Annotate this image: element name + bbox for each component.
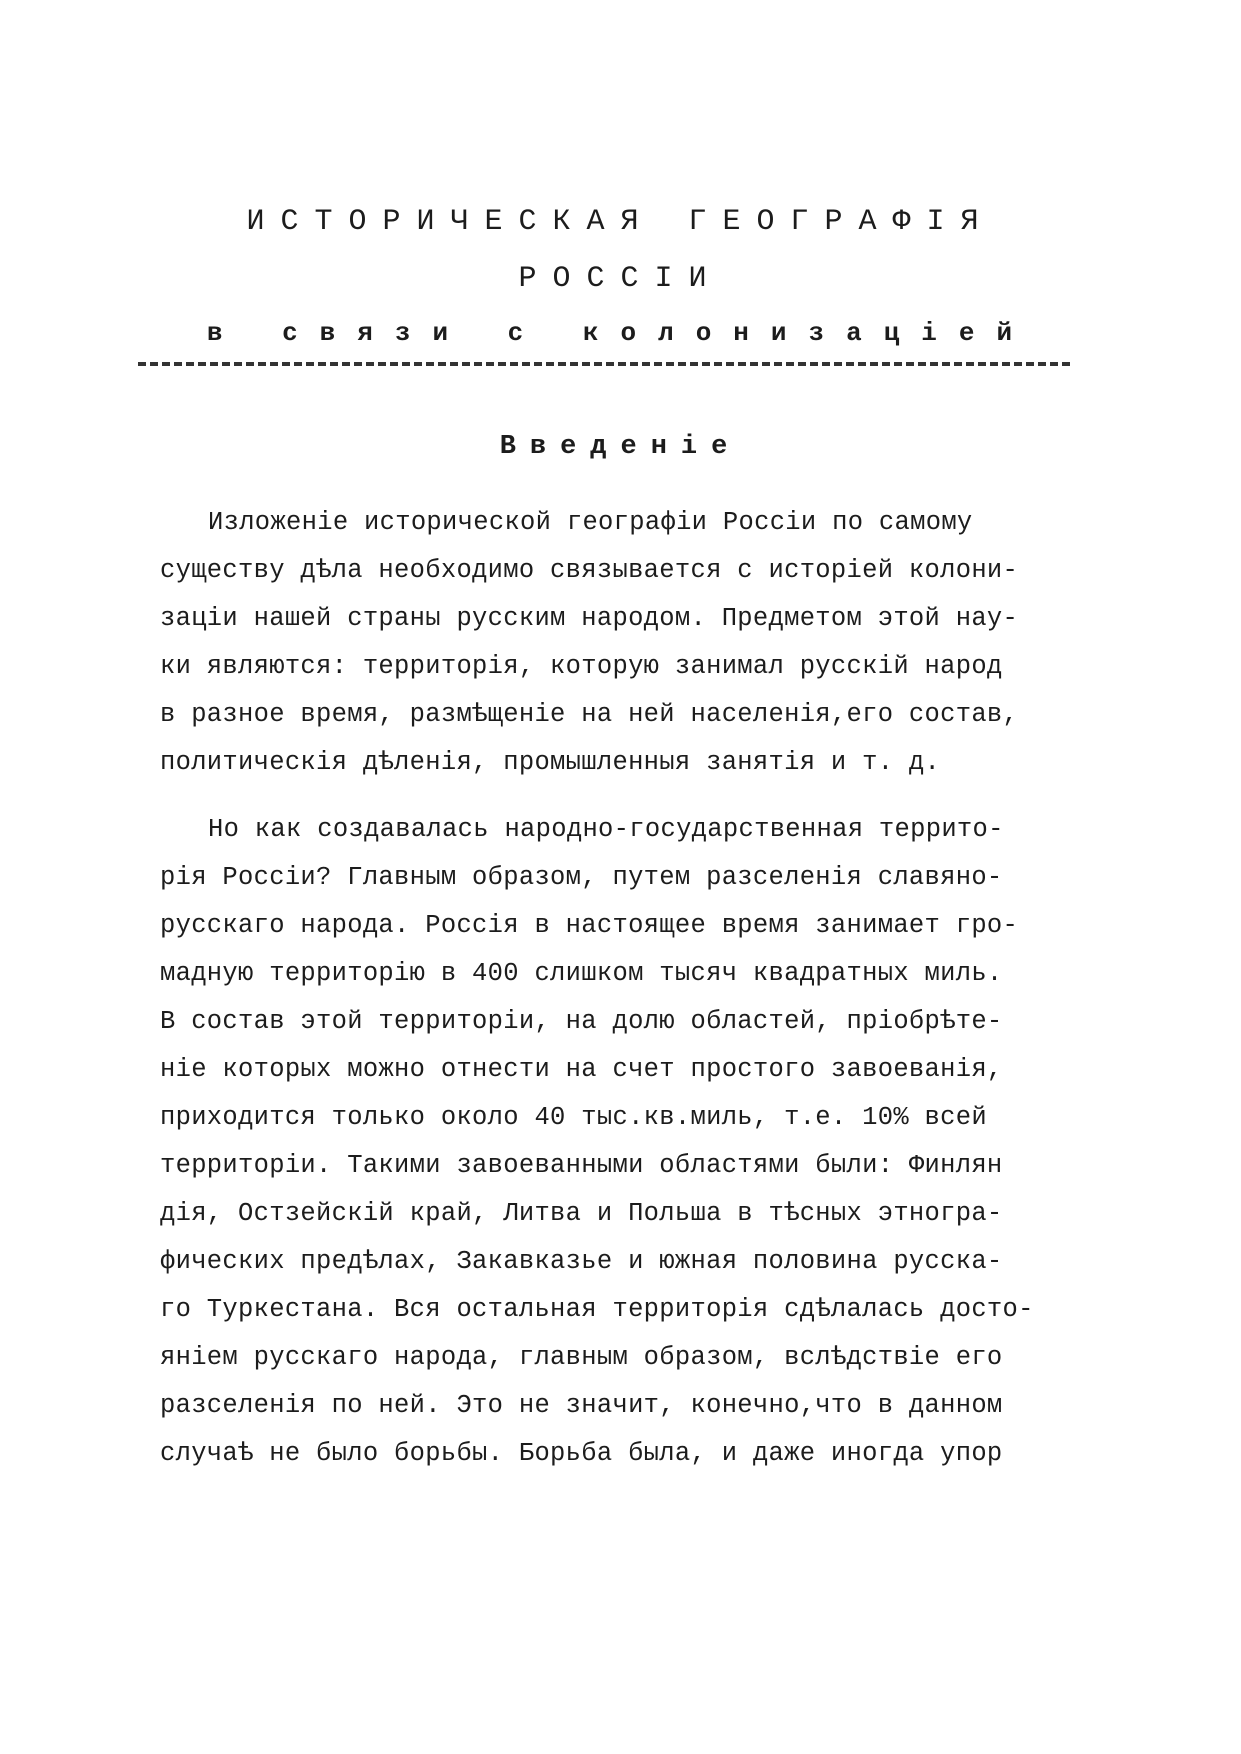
text-line: русскаго народа. Россія в настоящее время занимает гро- <box>160 911 1019 940</box>
text-line: разселенія по ней. Это не значит, конечно,что в данном <box>160 1391 1003 1420</box>
text-line: территоріи. Такими завоеванными областями были: Финлян <box>160 1151 1003 1180</box>
text-line: в разное время, размѣщеніе на ней населенія,его состав, <box>160 700 1019 729</box>
document-title-line-1: ИСТОРИЧЕСКАЯ ГЕОГРАФІЯ <box>246 205 995 239</box>
title-divider <box>138 362 1070 366</box>
text-line: яніем русскаго народа, главным образом, вслѣдствіе его <box>160 1343 1003 1372</box>
text-line: существу дѣла необходимо связывается с исторіей колони- <box>160 556 1019 585</box>
text-line: ки являются: территорія, которую занимал русскій народ <box>160 652 1003 681</box>
text-line: политическія дѣленія, промышленныя занятія и т. д. <box>160 748 941 777</box>
document-title-line-2: РОССІИ <box>518 262 723 296</box>
text-line: случаѣ не было борьбы. Борьба была, и даже иногда упор <box>160 1439 1003 1468</box>
text-line: В состав этой территоріи, на долю областей, пріобрѣте- <box>160 1007 1003 1036</box>
text-line: заціи нашей страны русским народом. Предметом этой нау- <box>160 604 1019 633</box>
text-line: го Туркестана. Вся остальная территорія сдѣлалась досто- <box>160 1295 1034 1324</box>
text-line: рія Россіи? Главным образом, путем разселенія славяно- <box>160 863 1003 892</box>
text-line: Но как создавалась народно-государственная террито- <box>208 815 1004 844</box>
text-line: ніе которых можно отнести на счет простого завоеванія, <box>160 1055 1003 1084</box>
text-line: дія, Остзейскій край, Литва и Польша в тѣсных этногра- <box>160 1199 1003 1228</box>
section-heading: Введеніе <box>499 432 742 462</box>
text-line: мадную территорію в 400 слишком тысяч квадратных миль. <box>160 959 1003 988</box>
document-subtitle: в связи с колонизаціей <box>206 318 1035 348</box>
text-line: Изложеніе исторической географіи Россіи по самому <box>208 508 973 537</box>
text-line: фических предѣлах, Закавказье и южная половина русска- <box>160 1247 1003 1276</box>
text-line: приходится только около 40 тыс.кв.миль, т.е. 10% всей <box>160 1103 987 1132</box>
